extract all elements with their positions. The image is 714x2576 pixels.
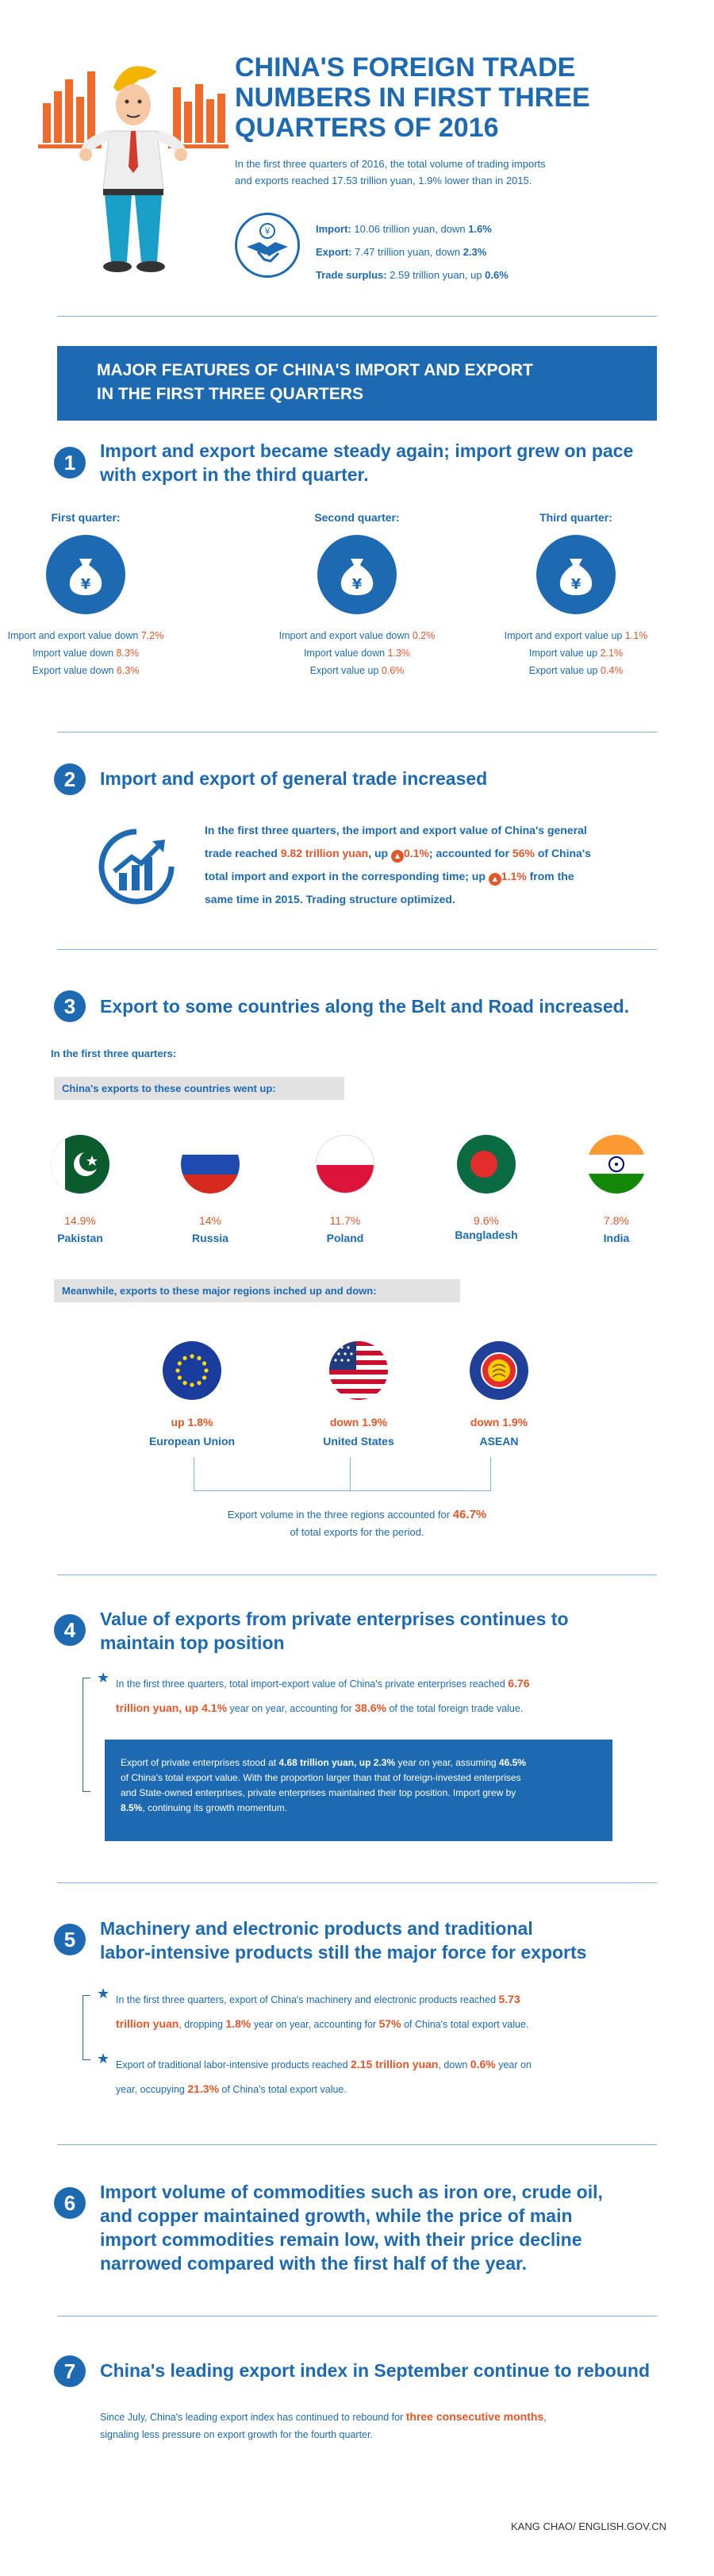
section-3-title: Export to some countries along the Belt and Road increased. [100, 996, 630, 1017]
russia-flag-icon [181, 1135, 240, 1194]
region-pct: up 1.8% [171, 1416, 213, 1428]
country-name: Russia [192, 1232, 228, 1244]
section-6-title [100, 2180, 671, 2275]
country-pct: 7.8% [604, 1214, 629, 1227]
quarter-column-3 [489, 511, 663, 679]
surplus-label: Trade surplus: [316, 269, 387, 281]
features-banner [57, 346, 657, 421]
highlight-value: 57% [378, 2017, 401, 2030]
text-span: from the [526, 870, 574, 882]
import-pct: 1.6% [468, 223, 492, 235]
highlight-value: 21.3% [187, 2082, 220, 2095]
paragraph-line [100, 2408, 671, 2426]
divider [57, 316, 657, 317]
paragraph-line: In the first three quarters, the import and export value of China's general [205, 824, 587, 836]
text-span: of China's total export value. [401, 2019, 529, 2030]
text-span: Export volume in the three regions accounted for [227, 1509, 453, 1521]
highlight-value: 38.6% [355, 1701, 386, 1714]
paragraph-line [116, 1671, 663, 1696]
star-icon: ★ [97, 2051, 110, 2067]
export-index-text [100, 2408, 671, 2443]
banner-line: IN THE FIRST THREE QUARTERS [97, 385, 364, 403]
bangladesh-flag-icon [457, 1135, 516, 1194]
up-arrow-icon: ▲ [489, 873, 501, 886]
text-span: year on year, accounting for [227, 1703, 355, 1714]
section-4-title [100, 1607, 671, 1655]
poland-flag-icon [316, 1135, 374, 1194]
highlight-value: 0.1% [403, 847, 429, 859]
quarter-text: Import value up [528, 648, 601, 659]
private-enterprise-text [116, 1671, 663, 1721]
country-pct: 14% [198, 1214, 222, 1227]
asean-flag-icon [470, 1341, 528, 1400]
title-line: import commodities remain low, with their price decline [100, 2229, 582, 2250]
text-span: , continuing its growth momentum. [142, 1802, 288, 1813]
title-line: Import volume of commodities such as iron ore, crude oil, [100, 2182, 603, 2202]
regions-tag: Meanwhile, exports to these major regions inched up and down: [54, 1279, 460, 1302]
countries-tag: China's exports to these countries went up: [54, 1077, 344, 1100]
quarter-text: Export value up [309, 665, 382, 676]
highlight-value: trillion yuan [116, 2017, 179, 2030]
export-label: Export: [316, 246, 352, 258]
text-span: of China's [534, 847, 591, 859]
section-7-title: China's leading export index in September continue to rebound [100, 2360, 650, 2381]
quarter-value: 0.6% [381, 665, 405, 676]
trade-stats [316, 217, 681, 286]
intro-line: In the first three quarters of 2016, the total volume of trading imports [235, 158, 546, 170]
highlight-value: 9.82 trillion yuan [280, 847, 369, 859]
page-title-line: QUARTERS OF 2016 [235, 113, 499, 143]
title-line: labor-intensive products still the major force for exports [100, 1942, 587, 1963]
text-span: Export of traditional labor-intensive products reached [116, 2059, 351, 2070]
text-span: ; accounted for [428, 847, 512, 859]
text-span: year on year, assuming [395, 1757, 499, 1768]
text-span: total import and export in the corresponding time; up [205, 870, 489, 882]
divider [57, 949, 657, 950]
highlight-value: 4.68 trillion yuan, up 2.3% [278, 1757, 396, 1768]
title-line: with export in the third quarter. [100, 464, 369, 485]
page-title [235, 52, 679, 143]
text-span: of China's total export value. [219, 2084, 347, 2095]
text-span: , down [438, 2059, 470, 2070]
paragraph-line: signaling less pressure on export growth for the fourth quarter. [100, 2429, 373, 2440]
region-name: ASEAN [479, 1435, 519, 1448]
quarter-text: Import and export value up [504, 630, 625, 641]
star-icon: ★ [97, 1670, 110, 1686]
banner-line: MAJOR FEATURES OF CHINA'S IMPORT AND EXPORT [97, 361, 533, 379]
text-span: , dropping [178, 2019, 226, 2030]
quarter-value: 1.3% [387, 648, 411, 659]
box-line [121, 1755, 597, 1771]
country-pct: 11.7% [329, 1214, 361, 1227]
quarter-value: 6.3% [116, 665, 140, 676]
export-pct: 2.3% [463, 246, 487, 258]
region-pct: down 1.9% [470, 1416, 528, 1428]
highlight-value: 1.8% [225, 2017, 251, 2030]
summary-line [119, 1506, 595, 1524]
title-line: Value of exports from private enterprises continues to [100, 1609, 569, 1629]
quarter-line [0, 627, 173, 644]
region-bracket [350, 1457, 351, 1490]
machinery-text [116, 1987, 663, 2036]
summary-line: of total exports for the period. [290, 1526, 424, 1538]
text-span: , up [368, 847, 391, 859]
surplus-text: 2.59 trillion yuan, up [386, 269, 486, 281]
quarter-value: 2.1% [600, 648, 624, 659]
text-span: year, occupying [116, 2084, 188, 2095]
country-pct: 9.6% [474, 1214, 499, 1227]
quarter-value: 1.1% [624, 630, 648, 641]
us-flag-icon [329, 1341, 388, 1400]
text-span: year on year, accounting for [251, 2019, 379, 2030]
quarter-text: Import value down [32, 648, 117, 659]
title-line: maintain top position [100, 1632, 285, 1653]
quarter-label: First quarter: [51, 511, 121, 524]
page-title-line: CHINA'S FOREIGN TRADE [235, 52, 576, 83]
svg-text:¥: ¥ [351, 576, 363, 593]
section-number-2: 2 [54, 763, 86, 795]
quarter-label: Third quarter: [539, 511, 612, 524]
paragraph-line [116, 2012, 663, 2036]
intro-text [235, 156, 679, 189]
export-stat [316, 240, 681, 263]
quarter-text: Export value up [528, 665, 601, 676]
labor-intensive-text [116, 2052, 663, 2101]
paragraph-line [205, 842, 665, 865]
section-number-1: 1 [54, 447, 86, 479]
money-bag-icon [46, 535, 125, 614]
text-span: Since July, China's leading export index has continued to rebound for [100, 2412, 406, 2423]
region-pct: down 1.9% [329, 1416, 388, 1428]
section-number-3: 3 [54, 990, 86, 1022]
bullet-bracket [83, 1995, 90, 2060]
title-line: Machinery and electronic products and traditional [100, 1918, 533, 1939]
highlight-value: 2.15 trillion yuan [351, 2058, 439, 2070]
highlight-value: 46.7% [452, 1508, 487, 1521]
section-number-4: 4 [54, 1614, 86, 1646]
quarter-line [0, 662, 173, 679]
import-stat [316, 217, 681, 240]
paragraph-line: same time in 2015. Trading structure optimized. [205, 893, 455, 905]
quarter-line [270, 662, 444, 679]
growth-chart-icon [92, 822, 181, 911]
quarter-value: 8.3% [116, 648, 140, 659]
highlight-value: 6.76 [508, 1677, 530, 1690]
private-export-box [105, 1740, 612, 1841]
highlight-value: three consecutive months [405, 2410, 544, 2423]
page-title-line: NUMBERS IN FIRST THREE [235, 83, 590, 113]
export-text: 7.47 trillion yuan, down [351, 246, 463, 258]
quarter-line [489, 644, 663, 662]
quarter-value: 7.2% [140, 630, 164, 641]
highlight-value: 1.1% [501, 870, 527, 882]
quarter-line [270, 644, 444, 662]
text-span: In the first three quarters, export of China's machinery and electronic products reached [116, 1994, 499, 2005]
highlight-value: 0.6% [470, 2058, 496, 2070]
money-bag-icon [317, 535, 397, 614]
country-name: Bangladesh [455, 1228, 518, 1241]
title-line: Import and export became steady again; import grew on pace [100, 440, 634, 461]
divider [57, 1882, 657, 1883]
quarter-text: Export value down [32, 665, 117, 676]
section-5-title [100, 1917, 687, 1964]
highlight-value: 56% [512, 847, 535, 859]
businessman-figure [79, 66, 187, 272]
box-line: and State-owned enterprises, private enterprises maintained their top position. Import grew by [121, 1787, 516, 1798]
quarter-column-2 [270, 511, 444, 679]
region-name: European Union [148, 1435, 236, 1448]
footer-credit: KANG CHAO/ ENGLISH.GOV.CN [510, 2520, 666, 2532]
pakistan-flag-icon [51, 1135, 109, 1194]
india-flag-icon [587, 1135, 646, 1194]
title-line: and copper maintained growth, while the price of main [100, 2205, 573, 2226]
quarter-value: 0.4% [600, 665, 624, 676]
divider [57, 2144, 657, 2145]
text-span: Export of private enterprises stood at [121, 1757, 279, 1768]
highlight-value: trillion yuan, up [116, 1701, 202, 1714]
header-illustration [38, 56, 228, 278]
text-span: year on [495, 2059, 532, 2070]
import-label: Import: [316, 223, 351, 235]
country-name: Poland [326, 1232, 364, 1244]
quarter-column-1 [0, 511, 173, 679]
handshake-icon [235, 213, 300, 278]
paragraph-line [116, 2052, 663, 2077]
paragraph-line [205, 865, 665, 888]
highlight-value: 46.5% [498, 1757, 526, 1768]
text-span: trade reached [205, 847, 281, 859]
section-1-title [100, 439, 671, 486]
country-pct: 14.9% [64, 1214, 96, 1227]
bullet-bracket [83, 1678, 90, 1792]
quarter-label: Second quarter: [314, 511, 400, 524]
highlight-value: 8.5% [121, 1802, 143, 1813]
general-trade-text [205, 819, 665, 911]
paragraph-line [116, 2077, 663, 2101]
country-name: India [603, 1232, 630, 1244]
region-bracket [490, 1457, 491, 1490]
quarter-text: Import value down [303, 648, 388, 659]
box-line: of China's total export value. With the proportion larger than that of foreign-invested enterprises [121, 1772, 521, 1783]
section-3-lead: In the first three quarters: [51, 1048, 177, 1059]
svg-text:¥: ¥ [570, 576, 582, 593]
quarter-line [489, 627, 663, 644]
divider [57, 1574, 657, 1575]
svg-text:¥: ¥ [80, 576, 91, 593]
quarter-value: 0.2% [412, 630, 436, 641]
intro-line: and exports reached 17.53 trillion yuan, 1.9% lower than in 2015. [235, 175, 532, 186]
surplus-stat [316, 263, 681, 286]
surplus-pct: 0.6% [485, 269, 509, 281]
svg-text:¥: ¥ [264, 226, 271, 236]
quarter-text: Import and export value down [7, 630, 141, 641]
quarter-text: Import and export value down [278, 630, 413, 641]
text-span: , [543, 2412, 547, 2423]
section-number-7: 7 [54, 2355, 86, 2387]
up-arrow-icon: ▲ [391, 850, 404, 863]
highlight-value: 5.73 [498, 1993, 520, 2005]
section-number-6: 6 [54, 2187, 86, 2219]
highlight-value: 4.1% [202, 1701, 228, 1714]
paragraph-line [116, 1987, 663, 2012]
eu-flag-icon [163, 1341, 221, 1400]
money-bag-icon [536, 535, 616, 614]
section-2-title: Import and export of general trade increased [100, 768, 488, 789]
import-text: 10.06 trillion yuan, down [351, 223, 469, 235]
title-line: narrowed compared with the first half of the year. [100, 2253, 528, 2274]
text-span: of the total foreign trade value. [386, 1703, 524, 1714]
region-name: United States [323, 1435, 394, 1448]
quarter-line [270, 627, 444, 644]
box-line [121, 1801, 597, 1816]
paragraph-line [116, 1696, 663, 1721]
regions-summary [119, 1506, 595, 1541]
quarter-line [489, 662, 663, 679]
quarter-line [0, 644, 173, 662]
section-number-5: 5 [54, 1924, 86, 1955]
star-icon: ★ [97, 1986, 110, 2001]
country-name: Pakistan [57, 1232, 103, 1244]
region-bracket [194, 1490, 491, 1491]
text-span: In the first three quarters, total import-export value of China's private enterprises reached [116, 1678, 509, 1690]
